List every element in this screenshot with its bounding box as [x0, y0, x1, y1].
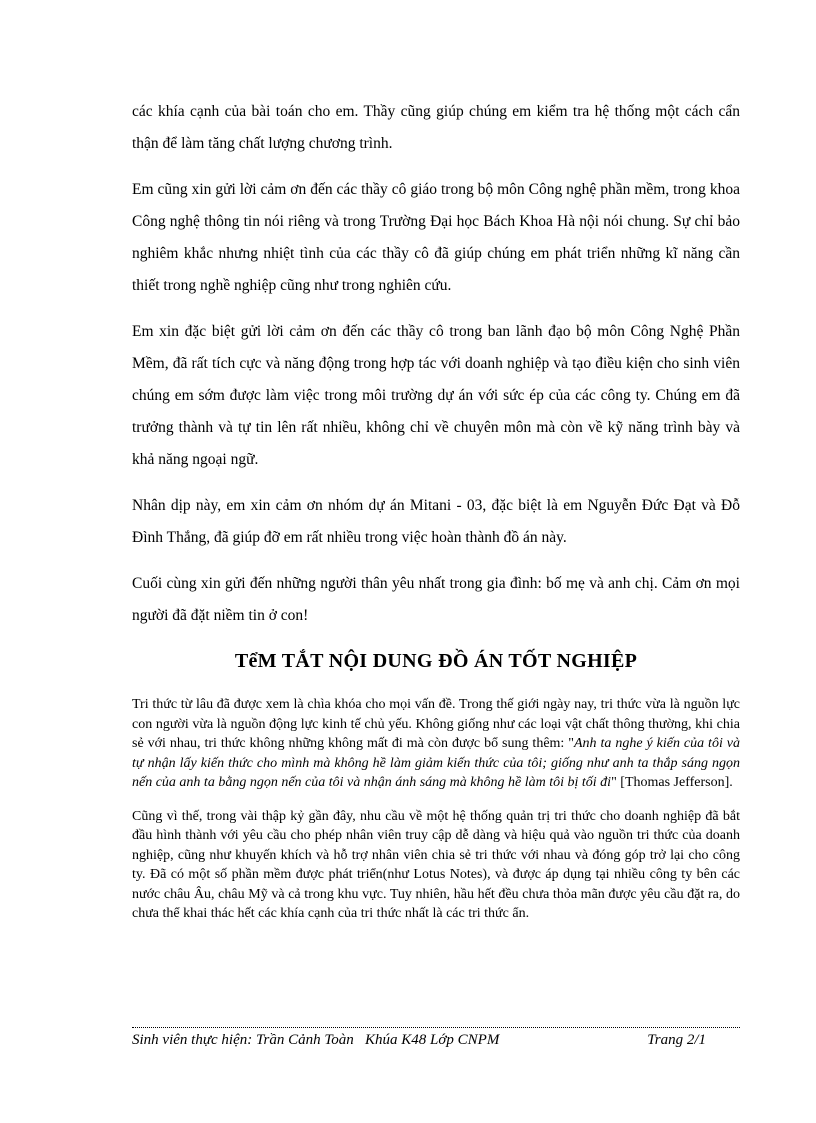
summary-paragraph-2: Cũng vì thế, trong vài thập kỷ gần đây, nhu cầu về một hệ thống quản trị tri thức cho doanh nghiệp đã bắt đầu hình thành với yêu cầu cho phép nhân viên truy cập dễ dàng và hiệu quả vào nguồn tri thức của doanh nghiệp, cũng như khuyến khích và hỗ trợ nhân viên chia sẻ tri thức với nhau và đóng góp trở lại cho công ty. Đã có một số phần mềm được phát triển(như Lotus Notes), và được áp dụng tại nhiều công ty bên các nước châu Âu, châu Mỹ và cả trong khu vực. Tuy nhiên, hầu hết đều chưa thỏa mãn được yêu cầu đặt ra, do chưa thể khai thác hết các khía cạnh của tri thức nhất là các tri thức ẩn.: [132, 808, 740, 921]
summary-p1-start: Tri thức từ lâu đã được xem là chìa khóa cho mọi vấn đề. Trong thế giới ngày nay, tri thức vừa là nguồn lực con người vừa là nguồn động lực kinh tế chủ yếu. Không giống như các loại vật chất thông thường, khi chia sẻ với nhau, tri thức không những không mất đi mà còn được bổ sung thêm: ": [132, 697, 740, 751]
summary-quote: Anh ta nghe ý kiến của tôi và tự nhận lấy kiến thức cho mình mà không hề làm giảm kiến thức của tôi; giống như anh ta thắp sáng ngọn nến của anh ta bằng ngọn nến của tôi và nhận ánh sáng mà không hề làm tôi bị tối đi: [132, 736, 740, 790]
summary-paragraph-1: [132, 695, 740, 793]
paragraph-2: Em cũng xin gửi lời cảm ơn đến các thầy cô giáo trong bộ môn Công nghệ phần mềm, trong khoa Công nghệ thông tin nói riêng và trong Trường Đại học Bách Khoa Hà nội nói chung. Sự chỉ bảo nghiêm khắc nhưng nhiệt tình của các thầy cô đã giúp chúng em phát triển những kĩ năng cần thiết trong nghề nghiệp cũng như trong nghiên cứu.: [132, 181, 740, 294]
document-page: [132, 96, 740, 938]
paragraph-3: Em xin đặc biệt gửi lời cảm ơn đến các thầy cô trong ban lãnh đạo bộ môn Công Nghệ Phần Mềm, đã rất tích cực và năng động trong hợp tác với doanh nghiệp và tạo điều kiện cho sinh viên chúng em sớm được làm việc trong môi trường dự án với sức ép của các công ty. Chúng em đã trưởng thành và tự tin lên rất nhiều, không chỉ về chuyên môn mà còn về kỹ năng trình bày và khả năng ngoại ngữ.: [132, 323, 740, 468]
summary-p1-end: " [Thomas Jefferson].: [611, 775, 733, 790]
section-heading: TểM TẮT NỘI DUNG ĐỒ ÁN TỐT NGHIỆP: [234, 650, 638, 672]
paragraph-1: các khía cạnh của bài toán cho em. Thầy cũng giúp chúng em kiểm tra hệ thống một cách cẩn thận để làm tăng chất lượng chương trình.: [132, 103, 740, 152]
footer-page-number: Trang 2/1: [647, 1032, 706, 1048]
paragraph-4: Nhân dịp này, em xin cảm ơn nhóm dự án Mitani - 03, đặc biệt là em Nguyễn Đức Đạt và Đỗ Đình Thắng, đã giúp đỡ em rất nhiều trong việc hoàn thành đồ án này.: [132, 497, 740, 546]
paragraph-5: Cuối cùng xin gửi đến những người thân yêu nhất trong gia đình: bố mẹ và anh chị. Cảm ơn mọi người đã đặt niềm tin ở con!: [132, 575, 740, 624]
footer-author: Sinh viên thực hiện: Trần Cảnh Toàn Khúa K48 Lớp CNPM: [132, 1032, 500, 1048]
page-footer: [132, 1027, 740, 1049]
